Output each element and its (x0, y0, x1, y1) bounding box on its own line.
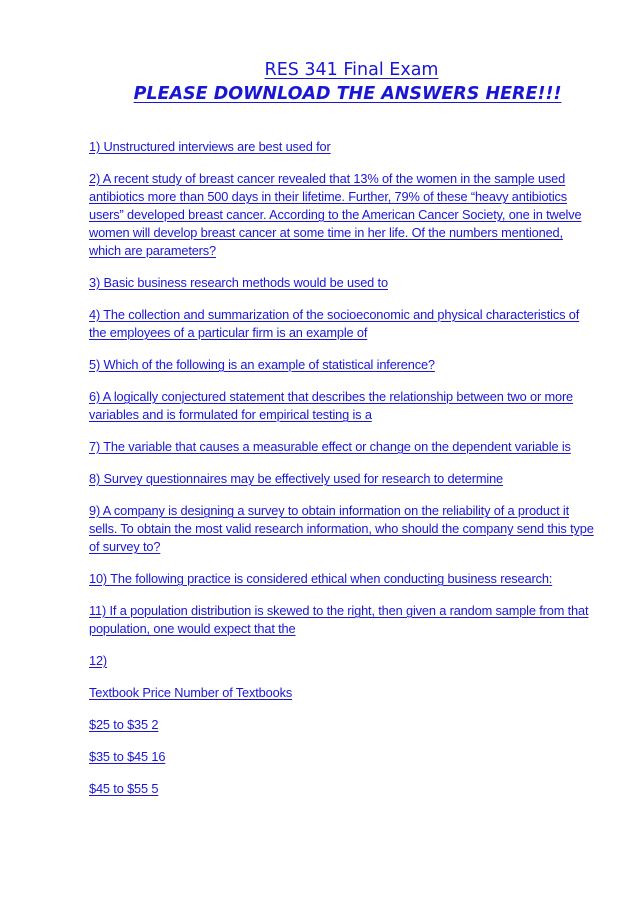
question-link-11[interactable]: 11) If a population distribution is skewed to the right, then given a random sample from that population, one would expect that the (89, 603, 589, 636)
question-link-7[interactable]: 7) The variable that causes a measurable effect or change on the dependent variable is (89, 439, 571, 454)
question-link-10[interactable]: 10) The following practice is considered ethical when conducting business research: (89, 571, 553, 586)
download-answers-link[interactable]: PLEASE DOWNLOAD THE ANSWERS HERE!!! (133, 84, 562, 104)
question-link-12[interactable]: 12) (89, 653, 108, 668)
question-link-6[interactable]: 6) A logically conjectured statement that describes the relationship between two or more variables and is formulated for empirical testing is a (89, 389, 574, 422)
question-link-4[interactable]: 4) The collection and summarization of the socioeconomic and physical characteristics of the employees of a particular firm is an example of (89, 307, 580, 340)
question-link-9[interactable]: 9) A company is designing a survey to obtain information on the reliability of a product it sells. To obtain the most valid research information, who should the company send this type of survey to? (89, 503, 594, 554)
question-link-1[interactable]: 1) Unstructured interviews are best used for (89, 139, 331, 154)
exam-title-link[interactable]: RES 341 Final Exam (264, 60, 439, 80)
table-row-link-1[interactable]: $25 to $35 2 (89, 717, 159, 732)
question-link-2[interactable]: 2) A recent study of breast cancer revealed that 13% of the women in the sample used antibiotics more than 500 days in their lifetime. Further, 79% of these “heavy antibiotics users” developed breast cancer. According to the American Cancer Society, one in twelve women will develop breast cancer at some time in her life. Of the numbers mentioned, which are parameters? (89, 171, 582, 258)
question-link-3[interactable]: 3) Basic business research methods would be used to (89, 275, 388, 290)
question-link-8[interactable]: 8) Survey questionnaires may be effectively used for research to determine (89, 471, 504, 486)
question-list (89, 138, 594, 798)
table-row-link-3[interactable]: $45 to $55 5 (89, 781, 159, 796)
table-header-link[interactable]: Textbook Price Number of Textbooks (89, 685, 293, 700)
table-row-link-2[interactable]: $35 to $45 16 (89, 749, 166, 764)
question-link-5[interactable]: 5) Which of the following is an example of statistical inference? (89, 357, 435, 372)
title-block (89, 58, 594, 106)
